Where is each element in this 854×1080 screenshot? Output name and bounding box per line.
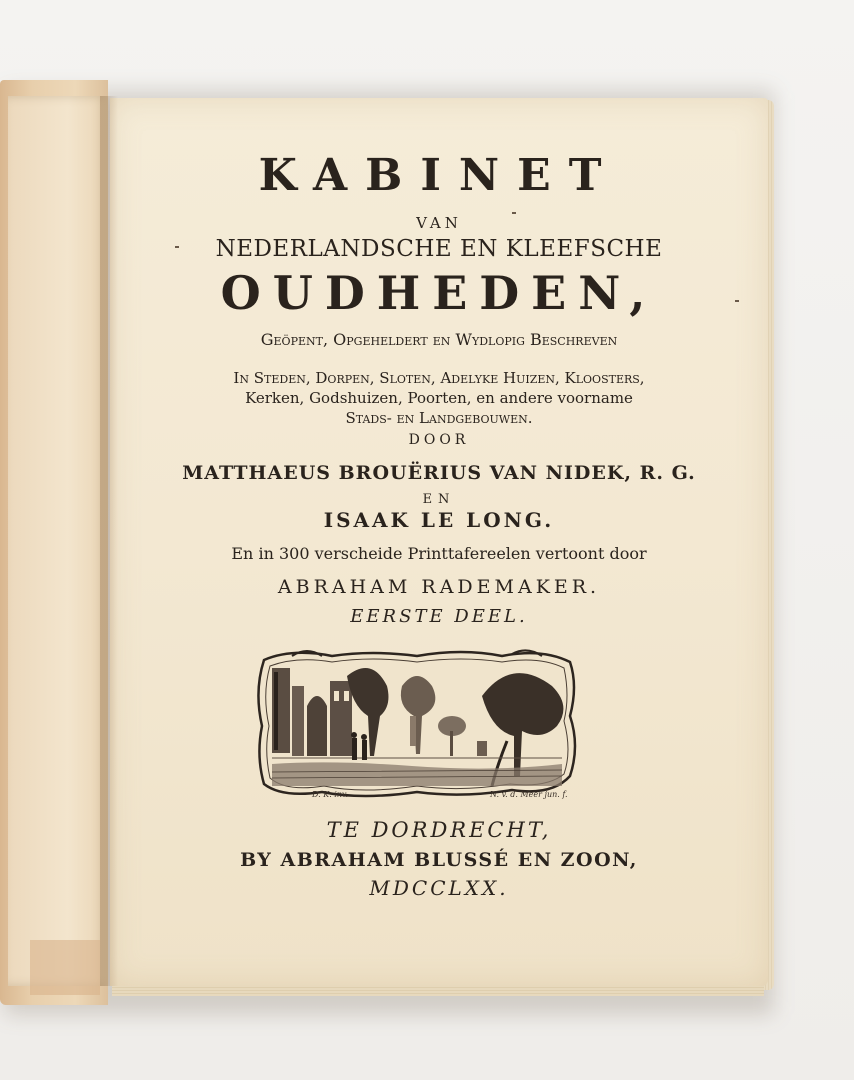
engraved-vignette [252,646,582,804]
publisher: BY ABRAHAM BLUSSÉ EN ZOON, [240,849,638,871]
vignette-caption-right: N. v. d. Meer jun. f. [490,790,568,799]
en-text: EN [422,492,456,507]
volume-label: EERSTE DEEL. [350,606,528,627]
author-1: MATTHAEUS BROUËRIUS VAN NIDEK, R. G. [182,462,696,484]
subtitle-line-4: Stads- en Landgebouwen. [345,409,533,427]
engraver-name: ABRAHAM RADEMAKER. [277,576,601,598]
subtitle-line-3: Kerken, Godshuizen, Poorten, en andere voorname [245,389,633,407]
title-oudheden: OUDHEDEN, [220,266,658,320]
door-text: DOOR [408,432,470,448]
title-kabinet: KABINET [258,150,620,201]
subtitle-line-2: In Steden, Dorpen, Sloten, Adelyke Huizen, Kloosters, [233,369,645,387]
author-2: ISAAK LE LONG. [323,508,555,532]
vignette-caption-left: D. K. inv. [312,790,349,799]
publication-year: MDCCLXX. [369,876,509,900]
printed-by-line: En in 300 verscheide Printtafereelen vertoont door [231,544,647,563]
left-page [8,96,108,986]
title-van: VAN [416,214,462,232]
place-of-publication: TE DORDRECHT, [326,818,552,842]
title-nederlandsche: NEDERLANDSCHE EN KLEEFSCHE [215,236,663,262]
subtitle-line-1: Geöpent, Opgeheldert en Wydlopig Beschreven [260,330,618,349]
left-page-stain [30,940,100,995]
